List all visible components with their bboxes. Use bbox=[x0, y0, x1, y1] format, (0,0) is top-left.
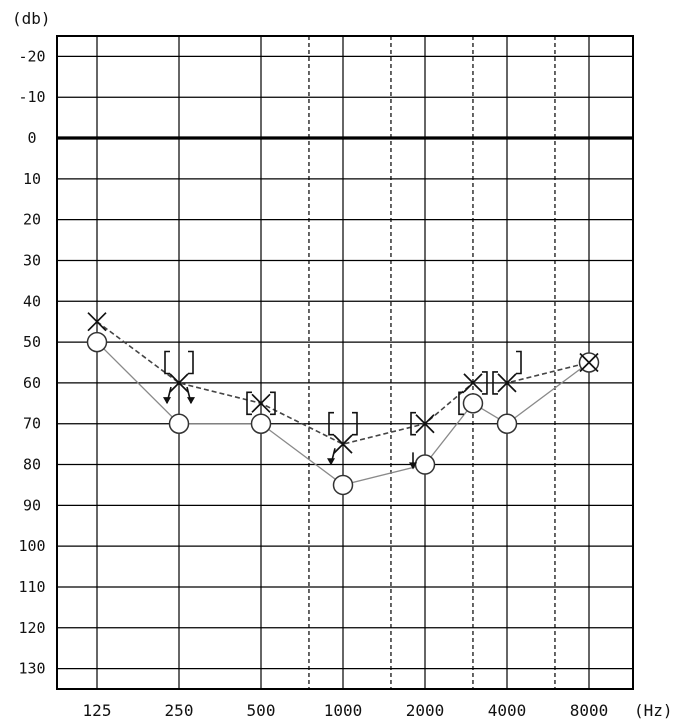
no-response-arrow bbox=[187, 387, 195, 404]
no-response-arrow bbox=[327, 448, 335, 465]
circle-marker bbox=[463, 394, 482, 413]
y-tick-label: -20 bbox=[18, 47, 46, 66]
bone-conduction-mark bbox=[516, 352, 521, 374]
y-tick-label: 110 bbox=[18, 577, 46, 596]
x-tick-label: 1000 bbox=[323, 701, 363, 720]
y-tick-label: 50 bbox=[22, 333, 42, 352]
bracket-right bbox=[516, 352, 521, 374]
y-tick-label: -10 bbox=[18, 88, 46, 107]
bracket-left bbox=[247, 392, 252, 414]
circle-marker bbox=[334, 475, 353, 494]
x-axis-unit-label: (Hz) bbox=[634, 701, 673, 720]
x-tick-label: 4000 bbox=[487, 701, 527, 720]
bracket-right bbox=[270, 392, 275, 414]
y-tick-label: 100 bbox=[18, 537, 46, 556]
circle-marker bbox=[252, 414, 271, 433]
bracket-left bbox=[165, 352, 170, 374]
no-response-arrow bbox=[163, 387, 171, 404]
circle-marker bbox=[170, 414, 189, 433]
y-tick-label: 20 bbox=[22, 210, 42, 229]
y-tick-label: 70 bbox=[22, 414, 42, 433]
x-tick-label: 250 bbox=[164, 701, 194, 720]
x-tick-label: 500 bbox=[246, 701, 276, 720]
x-tick-label: 8000 bbox=[569, 701, 609, 720]
y-tick-label: 60 bbox=[22, 373, 42, 392]
y-tick-label: 90 bbox=[22, 496, 42, 515]
circle-marker bbox=[416, 455, 435, 474]
plot-frame bbox=[57, 36, 633, 689]
circle-marker bbox=[498, 414, 517, 433]
label-layer bbox=[18, 47, 608, 720]
bracket-right bbox=[188, 352, 193, 374]
y-tick-label: 0 bbox=[27, 129, 37, 148]
circle-marker bbox=[88, 333, 107, 352]
y-tick-label: 40 bbox=[22, 292, 42, 311]
x-tick-label: 125 bbox=[82, 701, 112, 720]
y-tick-label: 120 bbox=[18, 618, 46, 637]
y-axis-unit-label: (db) bbox=[12, 9, 51, 28]
y-tick-label: 30 bbox=[22, 251, 42, 270]
y-tick-label: 80 bbox=[22, 455, 42, 474]
y-tick-label: 130 bbox=[18, 659, 46, 678]
grid bbox=[57, 36, 633, 689]
y-tick-label: 10 bbox=[22, 169, 42, 188]
x-tick-label: 2000 bbox=[405, 701, 445, 720]
